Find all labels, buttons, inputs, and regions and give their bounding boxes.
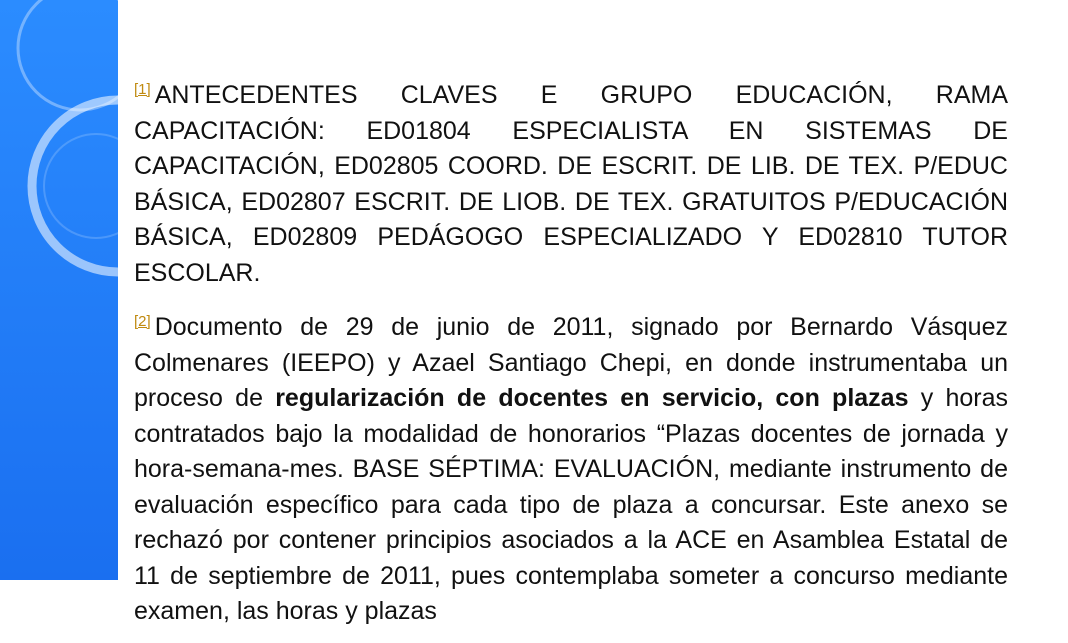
decorative-side-band [0, 0, 118, 580]
footnote-ref-link[interactable]: [1] [134, 81, 151, 98]
footnotes-section [134, 72, 1008, 643]
footnote-2 [134, 304, 1008, 630]
decorative-rings [0, 0, 118, 580]
ring-inner [44, 134, 118, 238]
ring-large [18, 0, 118, 110]
footnote-ref-link[interactable]: [2] [134, 313, 151, 330]
footnote-text: y horas contratados bajo la modalidad de honorarios “Plazas docentes de jornada y hora-semana-mes. BASE SÉPTIMA: EVALUACIÓN, mediante instrumento de evaluación específico para cada tipo de plaza a concursar. Este anexo se rechazó por contener principios asociados a la ACE en Asamblea Estatal de 11 de septiembre de 2011, pues contemplaba someter a concurso mediante examen, las horas y plazas [134, 384, 1008, 625]
footnote-text: ANTECEDENTES CLAVES E GRUPO EDUCACIÓN, RAMA CAPACITACIÓN: ED01804 ESPECIALISTA EN SISTEMAS DE CAPACITACIÓN, ED02805 COORD. DE ESCRIT. DE LIB. DE TEX. P/EDUC BÁSICA, ED02807 ESCRIT. DE LIOB. DE TEX. GRATUITOS P/EDUCACIÓN BÁSICA, ED02809 PEDÁGOGO ESPECIALIZADO Y ED02810 TUTOR ESCOLAR. [134, 81, 1008, 287]
footnote-bold-text: regularización de docentes en servicio, con plazas [275, 384, 909, 412]
footnote-text: Documento de 29 de junio de 2011, signado por Bernardo Vásquez Colmenares (IEEPO) y Azael Santiago Chepi, en donde instrumentaba un proceso de [134, 313, 1008, 412]
footnote-1 [134, 72, 1008, 291]
